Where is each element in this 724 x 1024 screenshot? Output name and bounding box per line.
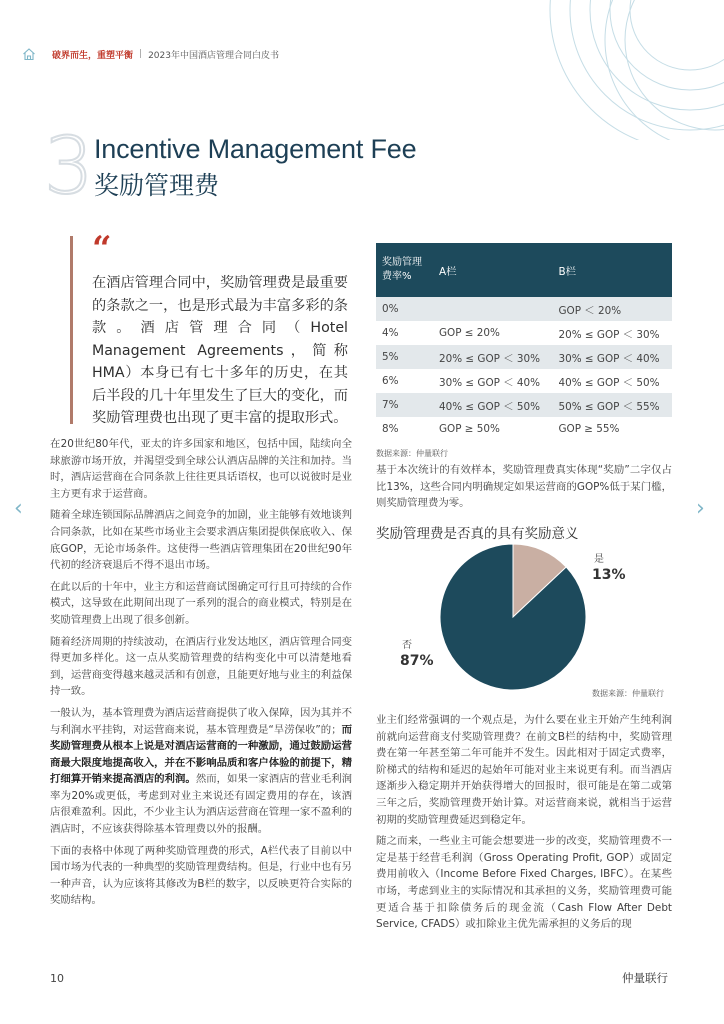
table-row [376,369,672,393]
right-column [376,712,672,938]
chapter-number: 3 [44,122,94,212]
table-cell: GOP ≥ 55% [558,423,620,435]
table-row [376,393,672,417]
table-header-rate: 奖励管理费率% [376,243,433,297]
table-cell: 8% [382,423,399,435]
table-cell: 0% [376,297,433,321]
section-title: 破界而生，重塑平衡 [52,50,134,61]
table-cell: 40% ≤ GOP ＜ 50% [558,376,660,389]
table-header-b: B栏 [553,243,673,297]
table-cell [433,297,553,321]
table-cell: 50% ≤ GOP ＜ 55% [553,393,673,417]
table-cell: 4% [382,327,399,339]
table-cell: 20% ≤ GOP ＜ 30% [558,328,660,341]
table-cell: GOP ＜ 20% [553,297,673,321]
pull-quote: 在酒店管理合同中，奖励管理费是最重要的条款之一，也是形式最为丰富多彩的条款。酒店管理合同（Hotel Management Agreements，简称HMA）本身已有七十多年的历史，在其后半段的几十年里发生了巨大的变化，而奖励管理费也出现了更丰富的提取形式。 [92,275,348,426]
quote-mark-icon: “ [92,229,112,269]
table-row [376,321,672,345]
quote-bar [70,236,73,424]
table-row [376,417,672,441]
home-icon[interactable] [22,47,36,61]
page-header [22,46,279,62]
table-cell: 5% [376,345,433,369]
pie-chart [405,542,601,692]
paragraph-text: 一般认为，基本管理费为酒店运营商提供了收入保障，因为其并不与利润水平挂钩，对运营商来说，基本管理费是“旱涝保收”的； [50,706,352,736]
paragraph: 随着全球连锁国际品牌酒店之间竞争的加剧，业主能够有效地谈判合同条款，比如在某些市场业主会要求酒店集团提供保底收入、保底GOP，无论市场条件。这使得一些酒店管理集团在20世纪90年代初的经济衰退后不得不退出市场。 [50,509,352,572]
page-number: 10 [50,972,64,985]
table-header-row [376,243,672,297]
paragraph: 随着经济周期的持续波动，在酒店行业发达地区，酒店管理合同变得更加多样化。这一点从奖励管理费的结构变化中可以清楚地看到，运营商变得越来越灵活和有创意，且能更好地与业主的利益保持一致。 [50,635,352,698]
slice-value-yes: 13% [592,567,626,583]
prev-page-arrow-icon[interactable]: ‹ [14,496,23,521]
paragraph: 下面的表格中体现了两种奖励管理费的形式，A栏代表了目前以中国市场为代表的一种典型的奖励管理费结构。但是，行业中也有另一种声音，认为应该将其修改为B栏的数字，以反映更符合实际的奖励结构。 [50,844,352,907]
chapter-title-chinese: 奖励管理费 [94,171,220,200]
table-cell: 30% ≤ GOP ＜ 40% [439,376,540,389]
next-page-arrow-icon[interactable]: › [696,496,705,521]
table-note: 基于本次统计的有效样本，奖励管理费真实体现“奖励”二字仅占比13%，这些合同内明确规定如果运营商的GOP%低于某门槛，则奖励管理费为零。 [376,464,672,510]
incentive-fee-table [376,243,672,441]
chapter-title-english: Incentive Management Fee [94,134,417,164]
slice-value-no: 87% [400,653,434,669]
footer-brand: 仲量联行 [622,971,668,985]
slice-label-no: 否 [402,640,412,651]
table-cell: GOP ≥ 50% [439,423,500,435]
paragraph [50,705,352,838]
chart-source: 数据来源：仲量联行 [592,689,664,698]
paragraph-text: 然而，如果一家酒店的营业毛利润率为20%或更低，考虑到对业主来说还有固定费用的存在，该酒店很难盈利。因此，不少业主认为酒店运营商在管理一家不盈利的酒店时，不应该获得除基本管理费以外的报酬。 [50,773,353,836]
emphasized-text: 而奖励管理费从根本上说是对酒店运营商的一种激励，通过鼓励运营商最大限度地提高收入，并在不影响品质和客户体验的前提下，精打细算开销来提高酒店的利润。 [50,723,353,786]
header-separator: | [139,49,143,59]
table-header-a: A栏 [433,243,553,297]
decorative-circles [540,0,724,140]
report-title: 2023年中国酒店管理合同白皮书 [148,50,279,61]
paragraph: 在此以后的十年中，业主方和运营商试图确定可行且可持续的合作模式，这导致在此期间出现了一系列的混合的商业模式，特别是在奖励管理费上出现了很多创新。 [50,580,352,626]
table-cell: 6% [382,375,399,387]
paragraph: 随之而来，一些业主可能会想要进一步的改变，奖励管理费不一定是基于经营毛利润（Gross Operating Profit, GOP）或固定费用前收入（Income Before Fixed Charges, IBFC）。在某些市场，考虑到业主的实际情况和其承担的义务，奖励管理费可能更适合基于扣除债务后的现金流（Cash Flow After Debt Service, CFADS）或扣除业主优先需承担的义务后的现 [376,835,672,931]
paragraph: 业主们经常强调的一个观点是，为什么要在业主开始产生纯利润前就向运营商支付奖励管理费？在前文B栏的结构中，奖励管理费在第一年甚至第二年可能并不发生。因此相对于固定式费率，阶梯式的结构和延迟的起始年可能对业主来说更有利。而当酒店逐渐步入稳定期并开始获得增大的回报时，很可能是在第二或第三年之后，奖励管理费开始计算。对运营商来说，就相当于运营初期的奖励管理费延迟到稳定年。 [376,714,672,826]
table-cell: 30% ≤ GOP ＜ 40% [553,345,673,369]
paragraph: 在20世纪80年代，亚太的许多国家和地区，包括中国，陆续向全球旅游市场开放，并渴望受到全球公认酒店品牌的关注和加持。当时，酒店运营商在合同条款上往往更具话语权，也可以说彼时是业主方更有求于运营商。 [50,438,352,500]
table-source: 数据来源：仲量联行 [376,449,448,458]
chart-title: 奖励管理费是否真的具有奖励意义 [376,526,579,542]
table-cell: GOP ≤ 20% [439,327,500,339]
table-row [376,345,672,369]
table-row [376,297,672,321]
slice-label-yes: 是 [594,554,604,565]
table-cell: 40% ≤ GOP ＜ 50% [433,393,553,417]
table-cell: 20% ≤ GOP ＜ 30% [433,345,553,369]
table-cell: 7% [376,393,433,417]
left-column [50,436,352,914]
